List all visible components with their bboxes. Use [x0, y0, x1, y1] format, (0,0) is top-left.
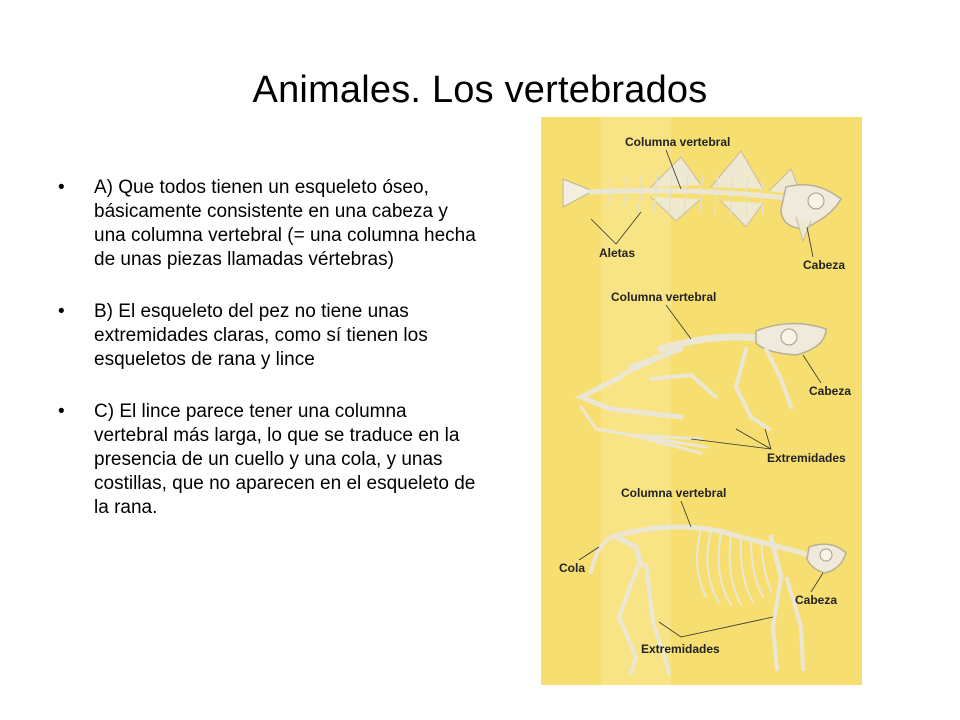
- bullet-item: [58, 300, 478, 372]
- bullet-text: C) El lince parece tener una columna vertebral más larga, lo que se traduce en la presencia de un cuello y una cola, y unas costillas, que no aparecen en el esqueleto de la rana.: [94, 401, 476, 518]
- bullet-marker: •: [58, 301, 65, 322]
- bullet-marker: •: [58, 177, 65, 198]
- skeleton-illustration: [541, 117, 862, 685]
- frog-limbs-label: Extremidades: [767, 451, 846, 465]
- bullet-text: B) El esqueleto del pez no tiene unas extremidades claras, como sí tienen los esqueletos de rana y lince: [94, 301, 428, 370]
- frog-head-label: Cabeza: [809, 384, 852, 398]
- fish-spine-label: Columna vertebral: [625, 135, 731, 149]
- fish-fins-label: Aletas: [599, 246, 636, 260]
- skeleton-figure: [541, 117, 862, 685]
- lynx-spine-label: Columna vertebral: [621, 486, 727, 500]
- lynx-head-label: Cabeza: [795, 593, 838, 607]
- bullet-text: A) Que todos tienen un esqueleto óseo, básicamente consistente en una cabeza y una columna vertebral (= una columna hecha de unas piezas llamadas vértebras): [94, 177, 476, 270]
- bullet-item: [58, 176, 478, 272]
- bullet-item: [58, 400, 478, 520]
- slide-title: Animales. Los vertebrados: [252, 69, 708, 112]
- frog-spine-label: Columna vertebral: [611, 290, 717, 304]
- bullet-marker: •: [58, 401, 65, 422]
- bullet-list: [58, 176, 478, 548]
- lynx-limbs-label: Extremidades: [641, 642, 720, 656]
- fish-head-label: Cabeza: [803, 258, 846, 272]
- lynx-tail-label: Cola: [559, 561, 586, 575]
